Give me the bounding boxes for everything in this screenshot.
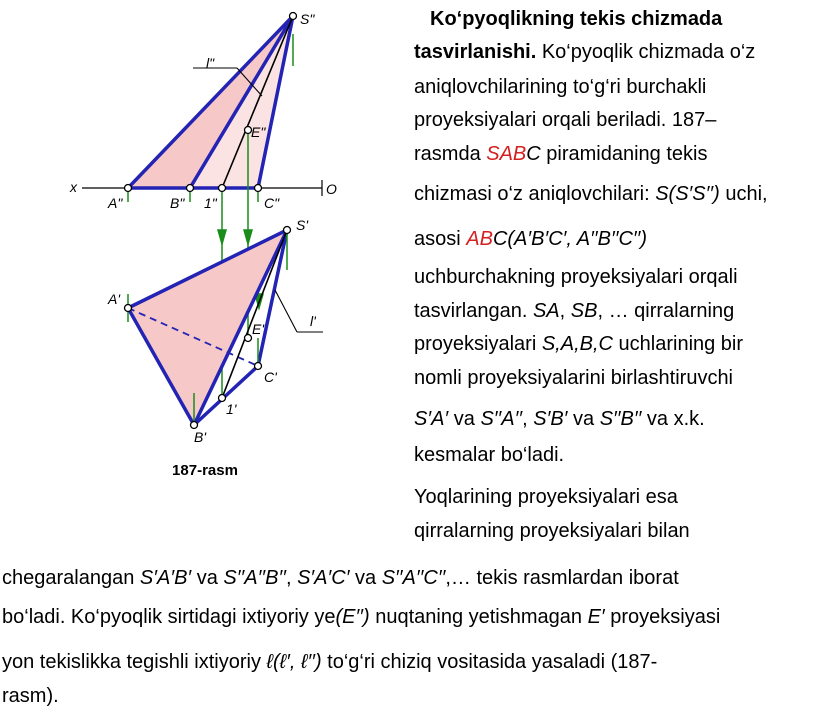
- text-fragment: piramidaning tekis: [540, 143, 708, 165]
- text-fragment: chizmasi o‘z aniqlovchilari:: [414, 183, 656, 205]
- text-fragment: ,: [522, 408, 534, 430]
- text-fragment: uchlarining bir: [612, 333, 744, 355]
- text-fragment: rasmda: [414, 143, 487, 165]
- italic-term: (E′′): [335, 606, 370, 628]
- red-term: S: [486, 143, 500, 165]
- text-line-7: [414, 225, 814, 253]
- text-line-9: [414, 297, 814, 325]
- text-fragment: va: [567, 408, 600, 430]
- text-fragment: va: [349, 567, 382, 589]
- red-term: AB: [466, 228, 493, 250]
- link-e-arrow: [244, 230, 252, 244]
- text-fragment: nuqtaning yetishmagan: [369, 606, 588, 628]
- label-e2: E": [251, 124, 266, 140]
- text-fragment: va: [191, 567, 224, 589]
- text-fragment: va: [448, 408, 481, 430]
- text-fragment: yon tekislikka tegishli ixtiyoriy: [2, 651, 267, 673]
- text-fragment: va x.k.: [641, 408, 705, 430]
- text-fragment: proyeksiyalari: [414, 333, 542, 355]
- point-c2: [255, 185, 262, 192]
- text-line-5: [414, 140, 814, 168]
- text-fragment: , … qirralarning: [597, 300, 735, 322]
- italic-term: C: [526, 143, 541, 165]
- point-b1: [191, 422, 198, 429]
- leader-l1: [275, 290, 297, 332]
- label-l2: l": [206, 55, 215, 71]
- text-line-18: [2, 648, 814, 676]
- text-line-12: [414, 405, 814, 433]
- text-fragment: to‘g‘ri chiziq vositasida yasaladi (187-: [321, 651, 658, 673]
- text-fragment: chegaralangan: [2, 567, 140, 589]
- label-11: 1': [226, 401, 237, 417]
- label-b1: B': [194, 429, 207, 445]
- italic-term: S,A,B,C: [541, 333, 613, 355]
- label-c1: C': [264, 369, 277, 385]
- text-fragment: bo‘ladi. Ko‘pyoqlik sirtidagi ixtiyoriy ye: [2, 606, 336, 628]
- text-line-14: Yoqlarining proyeksiyalari esa: [414, 486, 678, 508]
- text-fragment: ,… tekis rasmlardan iborat: [445, 567, 679, 589]
- point-b2: [187, 185, 194, 192]
- point-11: [219, 395, 226, 402]
- text-line-16: [2, 564, 814, 592]
- label-s1: S': [296, 217, 309, 233]
- label-l1: l': [310, 313, 316, 329]
- red-term: AB: [499, 143, 527, 165]
- label-o: O: [326, 181, 337, 197]
- label-12: 1": [204, 195, 217, 211]
- label-a1: A': [108, 291, 121, 307]
- italic-term: E′: [587, 606, 605, 628]
- italic-term: S′′A′′: [480, 408, 523, 430]
- point-a1: [125, 305, 132, 312]
- label-c2: C": [264, 195, 280, 211]
- label-b2: B": [170, 195, 185, 211]
- point-e1: [245, 335, 252, 342]
- section-title: Ko‘pyoqlikning tekis chizmada: [430, 8, 723, 30]
- text-line-3: aniqlovchilarining to‘g‘ri burchakli: [414, 76, 707, 98]
- text-line-19: rasm).: [2, 685, 59, 707]
- point-s1: [284, 227, 291, 234]
- text-fragment: proyeksiyasi: [604, 606, 721, 628]
- italic-term: SA: [532, 300, 560, 322]
- text-line-6: [414, 180, 814, 208]
- point-s2: [290, 13, 297, 20]
- italic-term: ℓ(ℓ′, ℓ′′): [266, 651, 322, 673]
- label-a2: A": [108, 195, 123, 211]
- text-line-11: nomli proyeksiyalarini birlashtiruvchi: [414, 367, 734, 389]
- link-1-arrow: [218, 230, 226, 244]
- text-line-13: kesmalar bo‘ladi.: [414, 444, 565, 466]
- text-fragment: Ko‘pyoqlik chizmada o‘z: [536, 41, 756, 63]
- text-fragment: asosi: [414, 228, 467, 250]
- label-e1: E': [252, 321, 265, 337]
- italic-term: S(S′S′′): [655, 183, 720, 205]
- label-s2: S": [300, 11, 315, 27]
- label-x: x: [70, 179, 77, 195]
- italic-term: S′A′: [414, 408, 449, 430]
- text-line-2: [414, 38, 814, 66]
- pyramid-drawing: [0, 0, 400, 480]
- text-fragment: ,: [285, 567, 298, 589]
- italic-term: S′′A′′C′′: [381, 567, 446, 589]
- point-a2: [125, 185, 132, 192]
- text-line-4: proyeksiyalari orqali beriladi. 187–: [414, 109, 717, 131]
- point-c1: [255, 363, 262, 370]
- italic-term: C(A′B′C′, A′′B′′C′′): [492, 228, 648, 250]
- figure-187: [0, 0, 400, 480]
- italic-term: S′′B′′: [599, 408, 642, 430]
- text-line-17: [2, 603, 814, 631]
- text-line-15: qirralarning proyeksiyalari bilan: [414, 520, 690, 542]
- italic-term: SB: [570, 300, 598, 322]
- italic-term: S′A′B′: [139, 567, 192, 589]
- point-12: [219, 185, 226, 192]
- section-title-2: tasvirlanishi.: [414, 41, 537, 63]
- italic-term: S′B′: [533, 408, 568, 430]
- italic-term: S′′A′′B′′: [223, 567, 286, 589]
- italic-term: S′A′C′: [297, 567, 350, 589]
- figure-caption: 187-rasm: [172, 462, 238, 479]
- text-fragment: ,: [559, 300, 571, 322]
- text-line-8: uchburchakning proyeksiyalari orqali: [414, 266, 738, 288]
- text-fragment: uchi,: [719, 183, 768, 205]
- text-fragment: tasvirlangan.: [414, 300, 533, 322]
- text-line-10: [414, 330, 814, 358]
